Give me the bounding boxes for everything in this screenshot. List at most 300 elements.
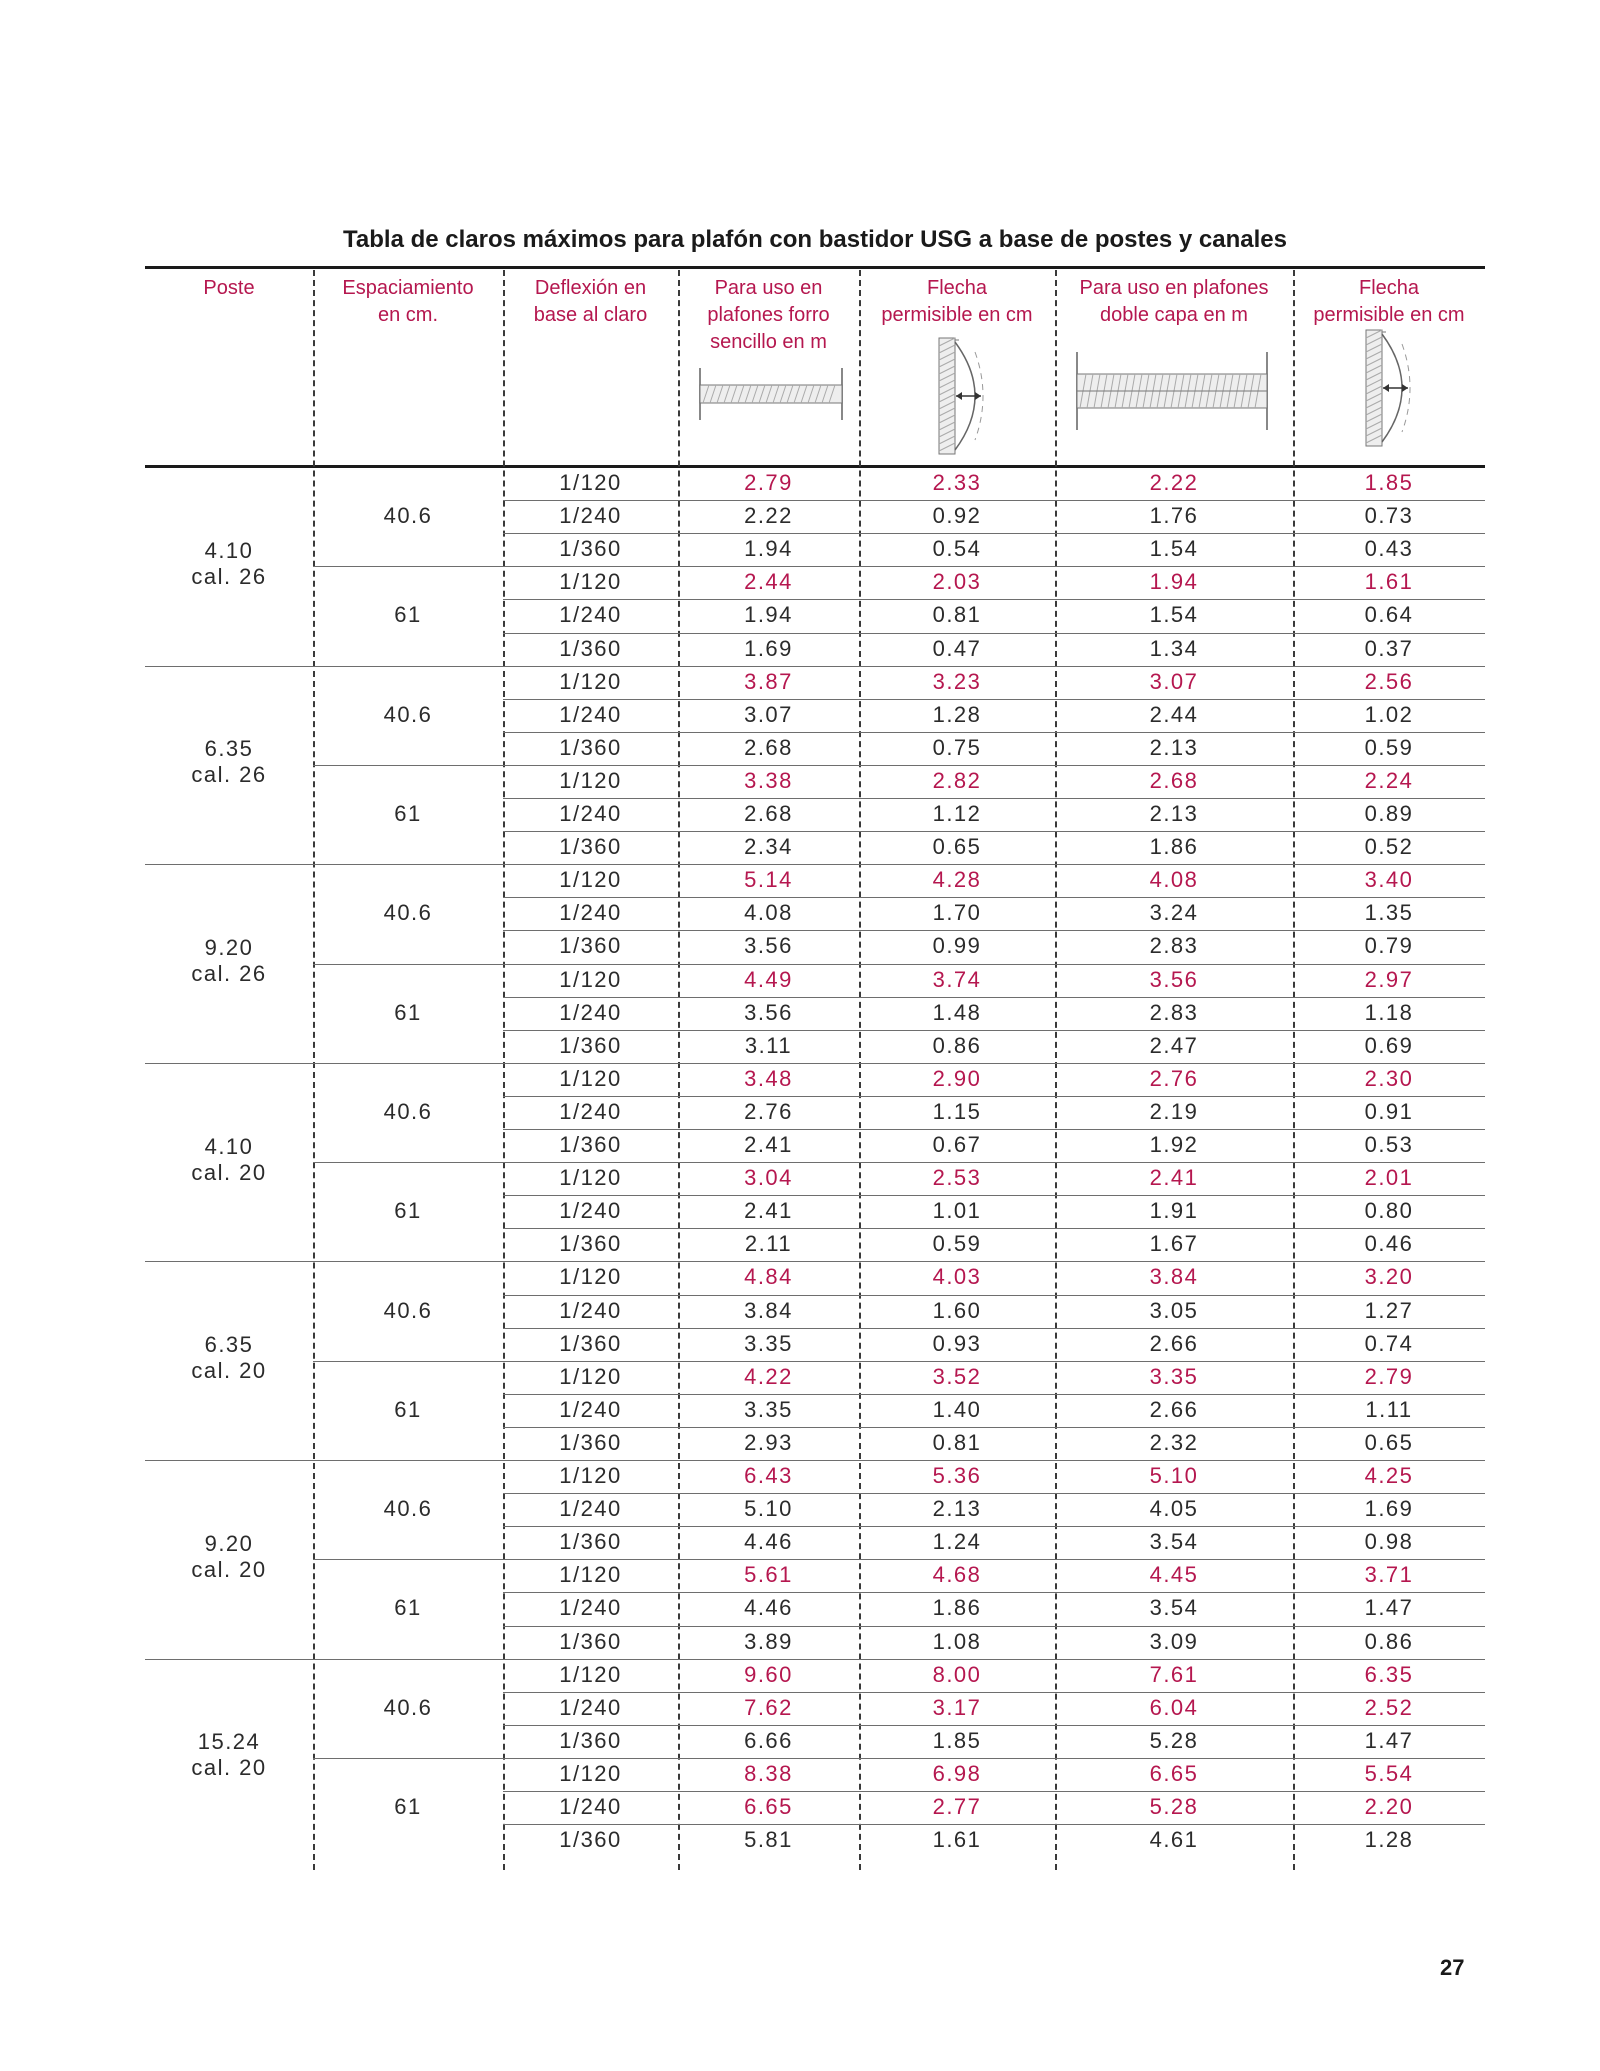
spacing-label: 40.6 [383,1297,433,1323]
table-cell: 3.89 [744,1628,793,1654]
table-cell: 1.61 [1364,569,1414,595]
table-cell: 1.85 [1364,470,1414,495]
row-divider [503,930,1485,931]
table-cell: 2.03 [932,569,982,595]
table-cell: 2.79 [744,470,793,495]
table-cell: 1/240 [559,701,622,727]
table-cell: 4.46 [744,1595,793,1621]
table-cell: 1/360 [559,536,622,562]
row-divider [503,533,1485,534]
table-cell: 1/120 [559,1363,622,1389]
table-cell: 1.15 [932,1098,982,1124]
table-cell: 3.07 [1149,668,1199,694]
table-cell: 3.71 [1364,1562,1414,1588]
table-cell: 1/120 [559,1661,622,1687]
row-divider [503,666,1485,667]
table-cell: 6.66 [744,1727,793,1753]
row-divider [503,633,1485,634]
table-cell: 3.09 [1149,1628,1199,1654]
table-cell: 0.92 [932,503,982,529]
table-cell: 0.93 [932,1330,982,1356]
table-cell: 2.44 [744,569,793,595]
table-cell: 2.30 [1364,1065,1414,1091]
table-cell: 7.61 [1149,1661,1199,1687]
row-divider [503,798,1485,799]
table-cell: 1.47 [1364,1595,1414,1621]
row-divider [503,1559,1485,1560]
table-cell: 2.76 [744,1098,793,1124]
table-cell: 0.98 [1364,1529,1414,1555]
table-cell: 2.56 [1364,668,1414,694]
table-cell: 1.28 [932,701,982,727]
table-cell: 1/120 [559,1463,622,1488]
table-cell: 1/120 [559,867,622,893]
table-cell: 1/360 [559,1429,622,1455]
table-cell: 3.35 [1149,1363,1199,1389]
table-cell: 1/240 [559,1496,622,1522]
table-cell: 3.17 [932,1694,982,1720]
table-cell: 2.44 [1149,701,1199,727]
table-cell: 0.52 [1364,834,1414,860]
table-cell: 0.81 [932,1429,982,1455]
table-cell: 2.34 [744,834,793,860]
table-cell: 1.35 [1364,900,1414,926]
table-cell: 1/360 [559,734,622,760]
column-header: Para uso en plafones forro sencillo en m [707,277,830,353]
table-cell: 1.54 [1149,602,1199,628]
table-cell: 2.22 [744,503,793,529]
row-divider [503,1228,1485,1229]
row-divider [503,765,1485,766]
column-header: Deflexión en base al claro [533,277,648,326]
row-divider [503,1692,1485,1693]
table-cell: 1/240 [559,1595,622,1621]
table-top-rule [145,266,1485,269]
row-divider [503,1758,1485,1759]
table-cell: 1.70 [932,900,982,926]
table-cell: 3.23 [932,668,982,694]
row-divider [503,1361,1485,1362]
table-cell: 3.56 [744,933,793,959]
table-cell: 8.00 [932,1661,982,1687]
row-divider [503,1493,1485,1494]
table-cell: 4.08 [744,900,793,926]
spacing-divider [313,765,503,766]
table-cell: 0.73 [1364,503,1414,529]
table-cell: 0.81 [932,602,982,628]
table-cell: 1.47 [1364,1727,1414,1753]
table-cell: 1/240 [559,801,622,826]
table-cell: 1/360 [559,1132,622,1157]
table-cell: 1.60 [932,1297,982,1323]
table-cell: 1.12 [932,801,982,826]
column-header: Para uso en plafones doble capa en m [1079,277,1269,326]
table-cell: 3.56 [744,999,793,1025]
table-cell: 2.24 [1364,767,1414,793]
table-cell: 1/240 [559,1794,622,1819]
spacing-divider [313,1162,503,1163]
column-header: Espaciamiento en cm. [342,277,474,326]
table-cell: 1/120 [559,470,622,495]
group-divider [145,1659,503,1660]
table-cell: 1.86 [932,1595,982,1621]
table-cell: 5.81 [744,1827,793,1853]
table-cell: 1.48 [932,999,982,1025]
table-cell: 1.40 [932,1396,982,1422]
table-cell: 0.99 [932,933,982,959]
poste-label: 9.20 cal. 20 [191,1530,267,1582]
table-cell: 1.18 [1364,999,1414,1025]
group-divider [145,1063,503,1064]
table-cell: 0.54 [932,536,982,562]
row-divider [503,1460,1485,1461]
row-divider [503,997,1485,998]
row-divider [503,500,1485,501]
table-cell: 0.65 [932,834,982,860]
table-cell: 3.52 [932,1363,982,1389]
spacing-label: 61 [394,602,422,628]
table-cell: 2.76 [1149,1065,1199,1091]
row-divider [503,864,1485,865]
table-cell: 0.37 [1364,635,1414,661]
table-cell: 2.11 [744,1231,793,1257]
table-cell: 2.66 [1149,1396,1199,1422]
row-divider [503,1791,1485,1792]
table-cell: 0.91 [1364,1098,1414,1124]
spacing-label: 61 [394,1396,422,1422]
table-cell: 2.47 [1149,1032,1199,1058]
table-cell: 3.56 [1149,966,1199,992]
table-cell: 1/120 [559,1065,622,1091]
table-cell: 0.80 [1364,1198,1414,1224]
table-cell: 4.61 [1149,1827,1199,1853]
table-cell: 1/360 [559,1727,622,1753]
table-cell: 3.24 [1149,900,1199,926]
spacing-label: 40.6 [383,900,433,926]
table-cell: 0.89 [1364,801,1414,826]
group-divider [145,1460,503,1461]
table-cell: 1.91 [1149,1198,1199,1224]
spacing-label: 61 [394,1794,422,1819]
table-cell: 2.79 [1364,1363,1414,1389]
table-cell: 0.64 [1364,602,1414,628]
table-cell: 2.20 [1364,1794,1414,1819]
table-cell: 1.54 [1149,536,1199,562]
table-cell: 1.86 [1149,834,1199,860]
table-cell: 2.13 [932,1496,982,1522]
column-header: Flecha permisible en cm [881,277,1033,326]
spacing-label: 61 [394,999,422,1025]
table-cell: 2.77 [932,1794,982,1819]
table-cell: 3.84 [744,1297,793,1323]
group-divider [145,1261,503,1262]
deflection-icon [935,336,1005,456]
spacing-divider [313,1361,503,1362]
table-cell: 1.94 [1149,569,1199,595]
table-cell: 6.04 [1149,1694,1199,1720]
spacing-label: 40.6 [383,1098,433,1124]
table-cell: 1/360 [559,1827,622,1853]
table-cell: 1/360 [559,1032,622,1058]
table-cell: 0.59 [1364,734,1414,760]
table-cell: 3.38 [744,767,793,793]
table-cell: 3.74 [932,966,982,992]
table-cell: 3.20 [1364,1264,1414,1290]
table-cell: 1/360 [559,1231,622,1257]
spacing-label: 40.6 [383,701,433,727]
table-cell: 4.05 [1149,1496,1199,1522]
table-cell: 5.14 [744,867,793,893]
row-divider [503,1030,1485,1031]
table-cell: 2.13 [1149,734,1199,760]
table-cell: 1.94 [744,536,793,562]
table-cell: 1/360 [559,635,622,661]
table-cell: 1.27 [1364,1297,1414,1323]
table-cell: 0.53 [1364,1132,1414,1157]
row-divider [503,831,1485,832]
table-cell: 1.69 [1364,1496,1414,1522]
table-cell: 1.01 [932,1198,982,1224]
page-number: 27 [1440,1955,1465,1980]
table-cell: 0.59 [932,1231,982,1257]
table-cell: 3.48 [744,1065,793,1091]
table-cell: 4.45 [1149,1562,1199,1588]
table-cell: 3.84 [1149,1264,1199,1290]
page-title: Tabla de claros máximos para plafón con bastidor USG a base de postes y canales [343,226,1287,253]
table-cell: 3.05 [1149,1297,1199,1323]
table-cell: 0.75 [932,734,982,760]
table-cell: 2.97 [1364,966,1414,992]
row-divider [503,1626,1485,1627]
table-cell: 1/120 [559,1165,622,1191]
row-divider [503,1394,1485,1395]
table-cell: 3.54 [1149,1529,1199,1555]
spacing-label: 40.6 [383,1694,433,1720]
row-divider [503,599,1485,600]
table-cell: 3.87 [744,668,793,694]
table-cell: 2.83 [1149,933,1199,959]
table-cell: 2.22 [1149,470,1199,495]
column-header: Flecha permisible en cm [1313,277,1465,326]
spacing-label: 61 [394,1198,422,1224]
table-cell: 4.68 [932,1562,982,1588]
table-cell: 0.67 [932,1132,982,1157]
table-cell: 0.79 [1364,933,1414,959]
table-cell: 1/360 [559,1529,622,1555]
table-cell: 1/240 [559,1694,622,1720]
table-cell: 1/240 [559,900,622,926]
table-cell: 1/120 [559,1760,622,1786]
table-cell: 1/360 [559,1628,622,1654]
table-header-rule [145,465,1485,468]
table-cell: 2.68 [744,801,793,826]
spacing-label: 61 [394,1595,422,1621]
group-divider [145,864,503,865]
table-cell: 1.61 [932,1827,982,1853]
table-cell: 2.01 [1364,1165,1414,1191]
table-cell: 1/360 [559,933,622,959]
poste-label: 15.24 cal. 20 [191,1729,267,1781]
table-cell: 1/120 [559,668,622,694]
table-cell: 6.65 [744,1794,793,1819]
spacing-label: 61 [394,801,422,826]
table-cell: 1/240 [559,602,622,628]
table-cell: 4.08 [1149,867,1199,893]
row-divider [503,566,1485,567]
row-divider [503,1328,1485,1329]
table-cell: 1/360 [559,1330,622,1356]
row-divider [503,1427,1485,1428]
table-cell: 6.65 [1149,1760,1199,1786]
table-cell: 5.61 [744,1562,793,1588]
table-cell: 2.19 [1149,1098,1199,1124]
table-cell: 2.83 [1149,999,1199,1025]
table-cell: 1.11 [1365,1396,1413,1422]
table-cell: 1/120 [559,767,622,793]
spacing-divider [313,964,503,965]
double-layer-beam-icon [1074,350,1270,432]
table-cell: 2.33 [932,470,982,495]
table-cell: 0.65 [1364,1429,1414,1455]
column-header: Poste [203,277,255,299]
table-cell: 2.41 [744,1198,793,1224]
table-cell: 1/240 [559,1198,622,1224]
table-cell: 2.66 [1149,1330,1199,1356]
deflection-icon [1362,328,1432,448]
table-cell: 5.36 [932,1463,982,1488]
row-divider [503,732,1485,733]
table-cell: 1.69 [744,635,793,661]
table-cell: 4.46 [744,1529,793,1555]
poste-label: 6.35 cal. 26 [191,736,267,788]
table-cell: 2.53 [932,1165,982,1191]
table-cell: 6.98 [932,1760,982,1786]
table-cell: 2.52 [1364,1694,1414,1720]
row-divider [503,1725,1485,1726]
poste-label: 4.10 cal. 20 [191,1133,267,1185]
table-cell: 3.54 [1149,1595,1199,1621]
table-cell: 4.03 [932,1264,982,1290]
table-cell: 8.38 [744,1760,793,1786]
spacing-label: 40.6 [383,503,433,529]
table-cell: 0.74 [1364,1330,1414,1356]
table-cell: 0.46 [1364,1231,1414,1257]
table-cell: 1.08 [932,1628,982,1654]
row-divider [503,1162,1485,1163]
spacing-divider [313,566,503,567]
table-cell: 0.86 [1364,1628,1414,1654]
table-cell: 2.41 [1149,1165,1199,1191]
table-cell: 1.94 [744,602,793,628]
table-cell: 1.34 [1149,635,1199,661]
table-cell: 2.13 [1149,801,1199,826]
table-cell: 6.43 [744,1463,793,1488]
table-cell: 1/120 [559,569,622,595]
table-cell: 2.68 [744,734,793,760]
row-divider [503,897,1485,898]
poste-label: 4.10 cal. 26 [191,537,267,589]
row-divider [503,1063,1485,1064]
table-cell: 5.10 [1149,1463,1199,1488]
table-cell: 3.35 [744,1396,793,1422]
table-cell: 1/120 [559,1264,622,1290]
table-cell: 1/240 [559,1297,622,1323]
table-cell: 2.93 [744,1429,793,1455]
group-divider [145,666,503,667]
table-cell: 2.82 [932,767,982,793]
single-layer-beam-icon [697,366,845,422]
table-cell: 1.28 [1364,1827,1414,1853]
table-cell: 1.67 [1149,1231,1199,1257]
table-cell: 3.40 [1364,867,1414,893]
table-cell: 0.47 [932,635,982,661]
row-divider [503,1261,1485,1262]
table-cell: 1/120 [559,966,622,992]
row-divider [503,1526,1485,1527]
table-cell: 1.76 [1149,503,1199,529]
table-cell: 5.28 [1149,1794,1199,1819]
poste-label: 9.20 cal. 26 [191,934,267,986]
row-divider [503,1096,1485,1097]
spacing-divider [313,1559,503,1560]
table-cell: 1/240 [559,1098,622,1124]
table-cell: 1.92 [1149,1132,1199,1157]
table-cell: 4.84 [744,1264,793,1290]
table-cell: 0.86 [932,1032,982,1058]
table-cell: 1/360 [559,834,622,860]
row-divider [503,1592,1485,1593]
row-divider [503,964,1485,965]
table-cell: 5.28 [1149,1727,1199,1753]
spacing-divider [313,1758,503,1759]
table-cell: 4.22 [744,1363,793,1389]
table-cell: 3.04 [744,1165,793,1191]
row-divider [503,699,1485,700]
spacing-label: 40.6 [383,1496,433,1522]
table-cell: 4.28 [932,867,982,893]
table-cell: 4.49 [744,966,793,992]
table-cell: 1.24 [932,1529,982,1555]
table-cell: 2.41 [744,1132,793,1157]
row-divider [503,1129,1485,1130]
table-cell: 9.60 [744,1661,793,1687]
table-cell: 4.25 [1364,1463,1414,1488]
table-cell: 1.02 [1364,701,1414,727]
row-divider [503,1195,1485,1196]
table-cell: 6.35 [1364,1661,1414,1687]
table-cell: 0.43 [1364,536,1414,562]
table-cell: 0.69 [1364,1032,1414,1058]
table-cell: 1/120 [559,1562,622,1588]
table-cell: 2.68 [1149,767,1199,793]
table-cell: 5.10 [744,1496,793,1522]
table-cell: 1/240 [559,999,622,1025]
table-cell: 2.90 [932,1065,982,1091]
table-cell: 1/240 [559,503,622,529]
table-cell: 3.35 [744,1330,793,1356]
table-cell: 1.85 [932,1727,982,1753]
table-cell: 1/240 [559,1396,622,1422]
poste-label: 6.35 cal. 20 [191,1332,267,1384]
row-divider [503,1824,1485,1825]
table-cell: 2.32 [1149,1429,1199,1455]
row-divider [503,1659,1485,1660]
table-cell: 7.62 [744,1694,793,1720]
table-cell: 5.54 [1364,1760,1414,1786]
row-divider [503,1295,1485,1296]
table-cell: 3.07 [744,701,793,727]
table-cell: 3.11 [744,1032,793,1058]
